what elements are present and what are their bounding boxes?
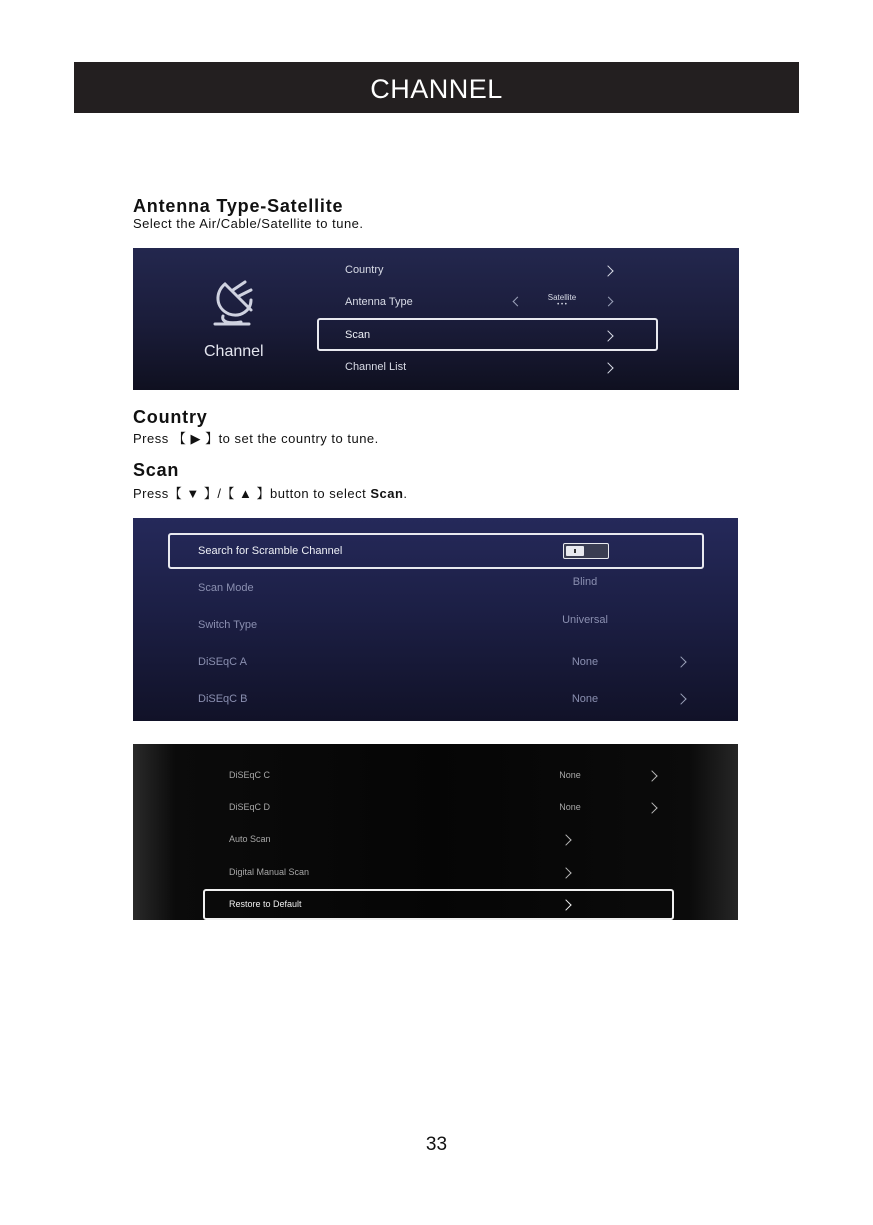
scan-section-title: Scan (133, 460, 180, 480)
scan-item-label: DiSEqC C (229, 770, 271, 780)
menu-item-label: Channel List (345, 361, 407, 373)
chevron-right-icon (560, 867, 571, 878)
scan-item-label: Scan Mode (198, 582, 254, 594)
menu-item-label: Scan (345, 329, 371, 341)
chevron-right-icon (675, 656, 686, 667)
scan-desc-suffix: . (403, 486, 408, 501)
antenna-type-dots: • • • (557, 302, 567, 308)
scan-item-value: None (559, 770, 581, 780)
page-number: 33 (425, 1134, 448, 1155)
menu-item-label: Antenna Type (345, 296, 413, 308)
satellite-dish-icon (211, 276, 257, 331)
scan-item-value: None (571, 693, 599, 705)
chevron-right-icon (602, 362, 613, 373)
country-section-title: Country (133, 407, 208, 427)
antenna-section-title: Antenna Type-Satellite (133, 196, 344, 216)
menu-item-label: Country (345, 264, 384, 276)
scan-item-label: Switch Type (198, 619, 258, 631)
scan-item-value: None (571, 656, 599, 668)
scan-item-label: DiSEqC B (198, 693, 248, 705)
chevron-right-icon (646, 770, 657, 781)
scan-item-label: Restore to Default (229, 899, 302, 909)
scan-item-value: Blind (572, 576, 598, 588)
chevron-right-icon (560, 834, 571, 845)
scan-settings-continued-screenshot (133, 744, 738, 920)
chevron-right-icon (675, 693, 686, 704)
toggle-knob (566, 546, 584, 556)
antenna-type-value: Satellite (547, 293, 577, 302)
scan-item-label: Search for Scramble Channel (198, 545, 343, 557)
scan-section-desc (133, 483, 408, 502)
scan-item-label: DiSEqC A (198, 656, 247, 668)
chevron-left-icon[interactable] (513, 297, 523, 307)
chevron-right-icon (646, 802, 657, 813)
scan-item-label: Digital Manual Scan (229, 867, 310, 877)
scan-item-value: None (559, 802, 581, 812)
page-header: CHANNEL (74, 62, 799, 113)
scan-desc-text: Press【 ▼ 】/【 ▲ 】button to select (133, 486, 371, 501)
scan-item-value: Universal (562, 614, 608, 626)
country-section-desc: Press 【 ▶ 】to set the country to tune. (133, 431, 379, 446)
scramble-toggle[interactable] (563, 543, 609, 559)
scan-desc-bold: Scan (370, 486, 404, 501)
chevron-right-icon[interactable] (604, 297, 614, 307)
scan-settings-screenshot (133, 518, 738, 721)
scan-item-label: DiSEqC D (229, 802, 271, 812)
scan-item-label: Auto Scan (229, 834, 271, 844)
chevron-right-icon (602, 265, 613, 276)
channel-menu-screenshot (133, 248, 739, 390)
channel-side-label: Channel (204, 343, 264, 360)
antenna-section-desc: Select the Air/Cable/Satellite to tune. (133, 216, 364, 231)
